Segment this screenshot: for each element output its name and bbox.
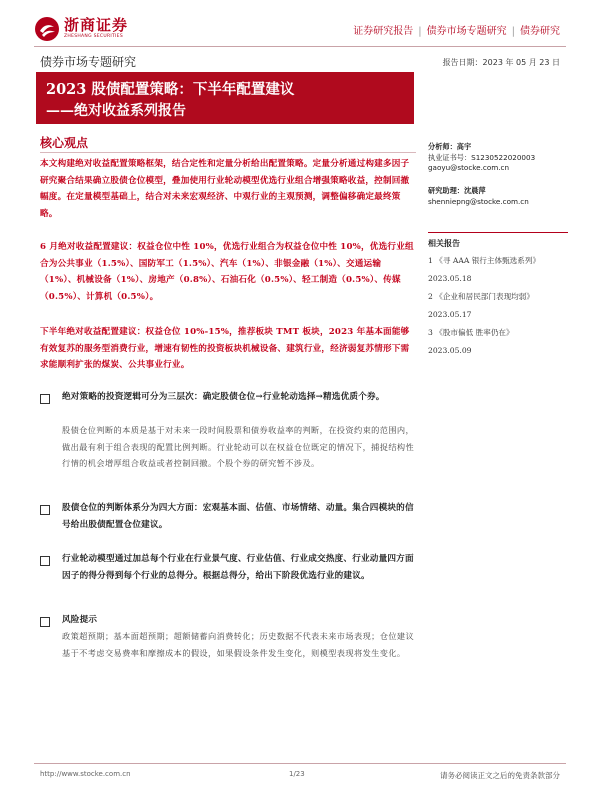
company-logo [34,12,154,46]
related-report-item[interactable] [428,252,568,288]
analyst-email: gaoyu@stocke.com.cn [428,163,510,172]
bullet-checkbox-icon [40,505,50,515]
report-subtitle: ——绝对收益系列报告 [46,103,186,119]
bullet-1-body: 股债仓位判断的本质是基于对未来一段时间股票和债券收益率的判断，在投资约束的范围内，做出最有利于组合表现的配置比例判断。行业轮动可以在权益仓位既定的情况下，捕捉结构性行情的机会增厚组合收益或者控制回撤。个股个券的研究暂不涉及。 [62,425,415,468]
related-report-date: 2023.05.18 [428,274,472,283]
footer-url-link[interactable]: http://www.stocke.com.cn [40,770,131,778]
logo-text-en: ZHESHANG SECURITIES [64,34,123,40]
nav-item-securities-report: 证券研究报告 [353,26,414,37]
page-number: 1/23 [289,770,305,778]
bullet-checkbox-icon [40,556,50,566]
related-divider [428,232,568,233]
bullet-4-title: 风险提示 [62,615,98,625]
bullet-4-body: 政策超预期；基本面超预期；超额储蓄向消费转化；历史数据不代表未来市场表现；仓位建议基于不考虑交易费率和摩擦成本的假设，如果假设条件发生变化，则模型表现将发生变化。 [62,631,415,658]
analyst-name: 高宇 [456,142,472,151]
related-report-item[interactable] [428,324,568,360]
top-breadcrumb: 证券研究报告 | 债券市场专题研究 | 债券研究 [353,26,560,37]
bullet-3-title: 行业轮动模型通过加总每个行业在行业景气度、行业估值、行业成交热度、行业动量四方面因子的得分得到每个行业的总得分。根据总得分，给出下阶段优选行业的建议。 [62,554,414,581]
header-divider [34,46,566,47]
bullet-checkbox-icon [40,617,50,627]
core-viewpoints-heading: 核心观点 [40,136,89,150]
section-title: 债券市场专题研究 [40,55,137,69]
bullet-1-title: 绝对策略的投资逻辑可分为三层次：确定股债仓位→行业轮动选择→精选优质个券。 [62,392,385,402]
nav-item-bond-research: 债券研究 [520,26,560,37]
analyst-block [428,134,568,172]
bullet-checkbox-icon [40,394,50,404]
report-title: 2023 股债配置策略：下半年配置建议 [46,81,295,98]
related-report-title: 1 《寻 AAA 银行主体甄选系列》 [428,256,541,265]
core-paragraph-2: 6 月绝对收益配置建议：权益仓位中性 10%，优选行业组合为权益仓位中性 10%，优选行业组合为公共事业（1.5%）、国防军工（1.5%）、汽车（1%）、非银金融（1%）、交通运输（1%）、机械设备（1%）、房地产（0.8%）、石油石化（0.5%）、轻工制造（0.5%）、传媒（0.5%）、计算机（0.5%）。 [40,242,414,302]
assistant-name: 沈晨萍 [463,186,486,195]
report-title-banner [36,72,414,124]
assistant-block [428,178,568,206]
related-report-date: 2023.05.09 [428,346,472,355]
related-report-title: 2 《企业和居民部门表现均弱》 [428,292,534,301]
core-paragraph-1: 本文构建绝对收益配置策略框架，结合定性和定量分析给出配置策略。定量分析通过构建多因子研究聚合结果确立股债仓位模型，叠加使用行业轮动模型优选行业组合增强策略收益，控制回撤幅度。在定量模型基础上，结合对未来宏观经济、中观行业的主观预测，调整偏移确定最终策略。 [40,159,410,219]
assistant-email: shenniepng@stocke.com.cn [428,197,529,206]
related-report-item[interactable] [428,288,568,324]
related-report-date: 2023.05.17 [428,310,472,319]
assistant-label: 研究助理： [428,186,464,195]
core-divider [40,152,416,153]
report-date: 报告日期：2023 年 05 月 23 日 [442,58,560,67]
analyst-license: 执业证书号：S1230522020003 [428,153,536,162]
nav-item-bond-special: 债券市场专题研究 [426,26,507,37]
core-paragraph-3: 下半年绝对收益配置建议：权益仓位 10%-15%，推荐板块 TMT 板块，2023 年基本面能够有效复苏的服务型消费行业，增速有韧性的投资板块机械设备、建筑行业，经济弱复苏情形下需求能顺利扩张的煤炭、公共事业行业。 [40,327,410,370]
logo-text-cn: 浙商证券 [64,16,129,35]
analyst-label: 分析师： [428,142,457,151]
footer-divider [34,763,566,764]
bullet-2-title: 股债仓位的判断体系分为四大方面：宏观基本面、估值、市场情绪、动量。集合四模块的信号给出股债配置仓位建议。 [62,503,414,530]
logo-emblem-icon [34,16,60,42]
related-reports-heading: 相关报告 [428,239,460,248]
related-report-title: 3 《股市偏低 胜率仍在》 [428,328,514,337]
footer-disclaimer: 请务必阅读正文之后的免责条款部分 [440,771,560,780]
